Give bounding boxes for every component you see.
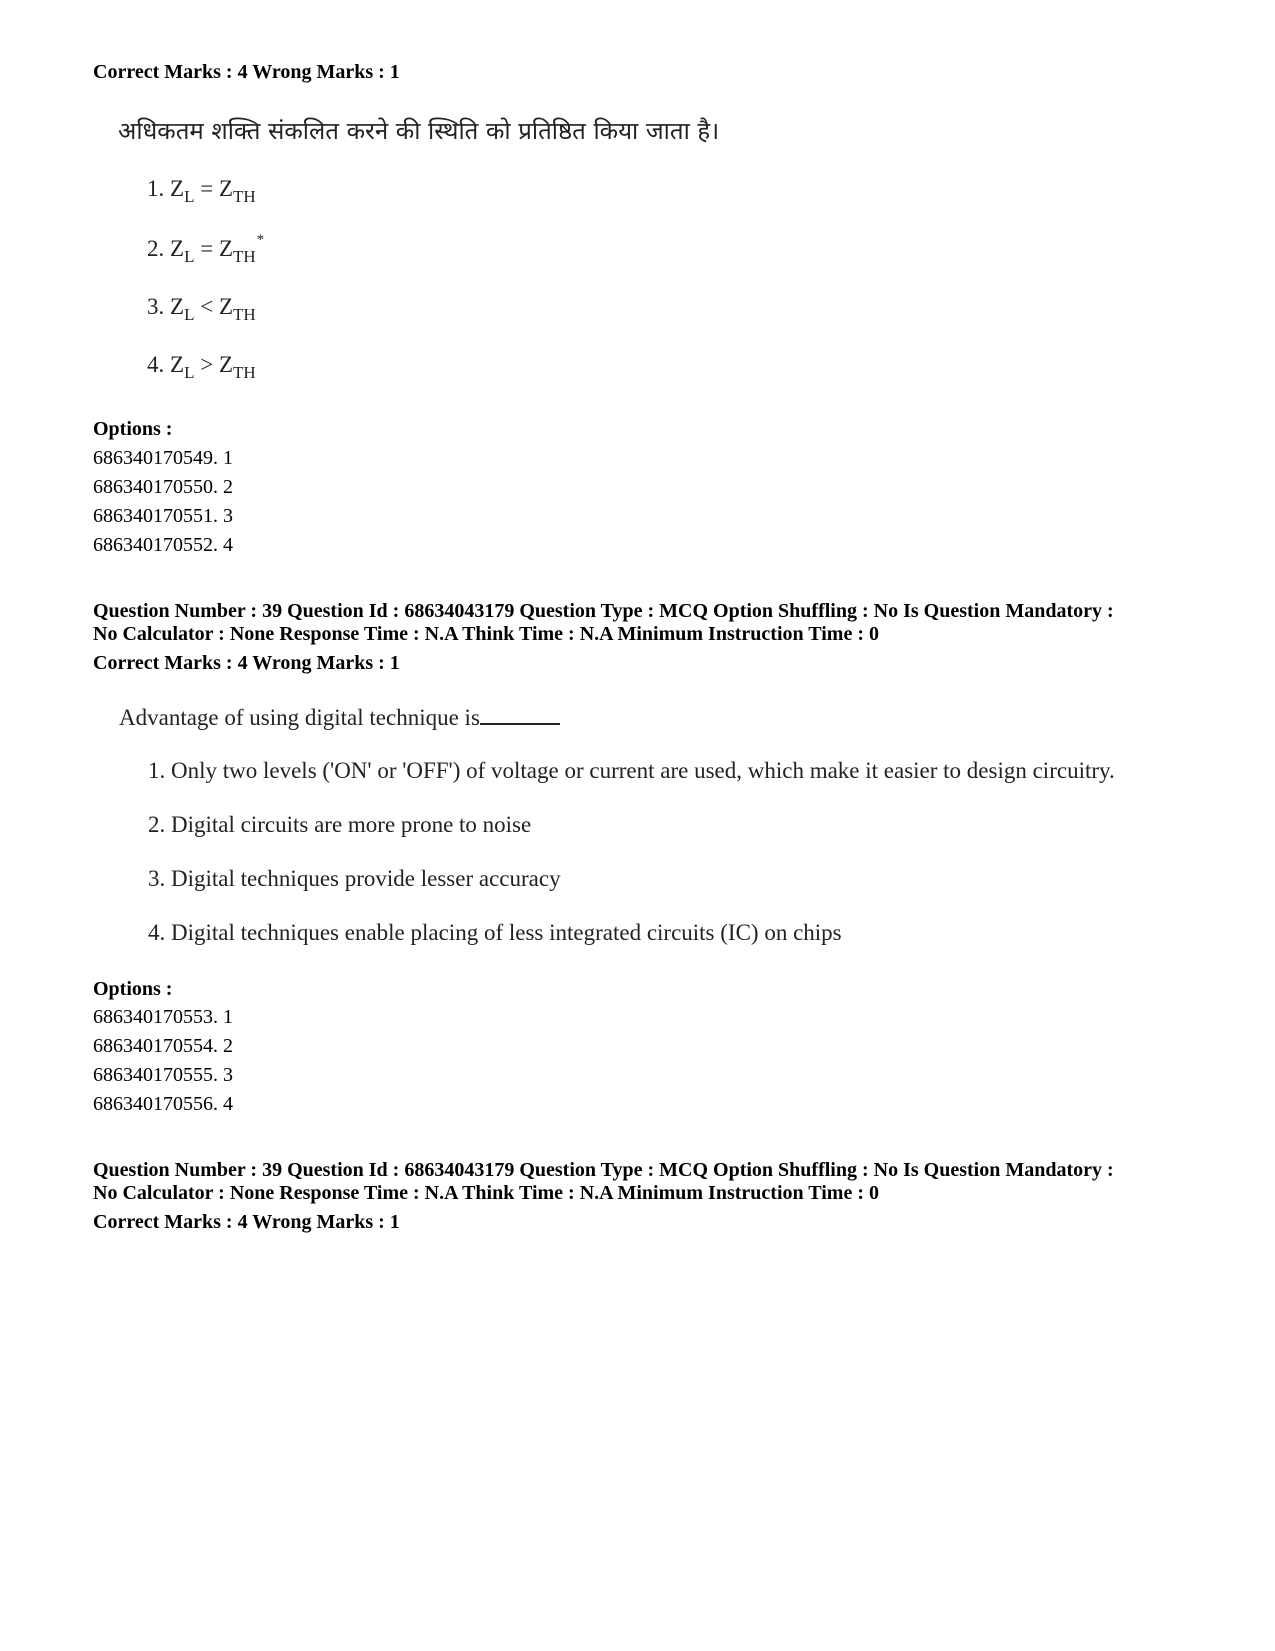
option-row: 686340170553. 1 — [93, 1006, 233, 1028]
option-row: 686340170552. 4 — [93, 534, 233, 556]
choice-2: 2. Digital circuits are more prone to noise — [148, 812, 532, 837]
option-row: 686340170550. 2 — [93, 476, 233, 498]
marks-line: Correct Marks : 4 Wrong Marks : 1 — [93, 652, 400, 674]
choice-1 — [147, 176, 256, 206]
question-text-body: Advantage of using digital technique is — [119, 705, 480, 730]
subscript: L — [184, 247, 195, 266]
subscript: L — [184, 305, 195, 324]
question-text — [119, 703, 560, 732]
question-header-line2: No Calculator : None Response Time : N.A Think Time : N.A Minimum Instruction Time : 0 — [93, 623, 879, 645]
operator: = — [200, 176, 214, 201]
choice-4 — [147, 352, 256, 382]
impedance-symbol: Z — [218, 236, 233, 261]
marks-line: Correct Marks : 4 Wrong Marks : 1 — [93, 61, 400, 83]
question-text-hindi: अधिकतम शक्ति संकलित करने की स्थिति को प्रतिष्ठित किया जाता है। — [118, 117, 720, 145]
subscript: TH — [233, 305, 256, 324]
answer-blank — [480, 703, 560, 725]
operator: > — [200, 352, 214, 377]
conjugate-asterisk: * — [256, 232, 265, 248]
operator: < — [200, 294, 214, 319]
impedance-symbol: Z — [170, 352, 185, 377]
option-row: 686340170554. 2 — [93, 1035, 233, 1057]
choice-number: 1. — [147, 176, 165, 201]
question-header-line2: No Calculator : None Response Time : N.A Think Time : N.A Minimum Instruction Time : 0 — [93, 1182, 879, 1204]
subscript: L — [184, 187, 195, 206]
choice-3 — [147, 294, 256, 324]
option-row: 686340170555. 3 — [93, 1064, 233, 1086]
subscript: TH — [233, 363, 256, 382]
question-header-line1: Question Number : 39 Question Id : 68634043179 Question Type : MCQ Option Shuffling : No Is Question Mandatory : — [93, 600, 1114, 622]
subscript: L — [184, 363, 195, 382]
impedance-symbol: Z — [218, 294, 233, 319]
marks-line: Correct Marks : 4 Wrong Marks : 1 — [93, 1211, 400, 1233]
choice-2 — [147, 232, 265, 266]
impedance-symbol: Z — [218, 176, 233, 201]
options-label: Options : — [93, 418, 173, 440]
subscript: TH — [233, 247, 256, 266]
impedance-symbol: Z — [170, 176, 185, 201]
choice-number: 4. — [147, 352, 165, 377]
operator: = — [200, 236, 214, 261]
choice-4: 4. Digital techniques enable placing of less integrated circuits (IC) on chips — [148, 920, 842, 945]
choice-number: 2. — [147, 236, 165, 261]
choice-3: 3. Digital techniques provide lesser accuracy — [148, 866, 561, 891]
choice-1: 1. Only two levels ('ON' or 'OFF') of voltage or current are used, which make it easier to design circuitry. — [148, 758, 1115, 783]
choice-number: 3. — [147, 294, 165, 319]
subscript: TH — [233, 187, 256, 206]
option-row: 686340170551. 3 — [93, 505, 233, 527]
impedance-symbol: Z — [170, 294, 185, 319]
option-row: 686340170549. 1 — [93, 447, 233, 469]
question-header-line1: Question Number : 39 Question Id : 68634043179 Question Type : MCQ Option Shuffling : No Is Question Mandatory : — [93, 1159, 1114, 1181]
options-label: Options : — [93, 978, 173, 1000]
impedance-symbol: Z — [218, 352, 233, 377]
option-row: 686340170556. 4 — [93, 1093, 233, 1115]
impedance-symbol: Z — [170, 236, 185, 261]
